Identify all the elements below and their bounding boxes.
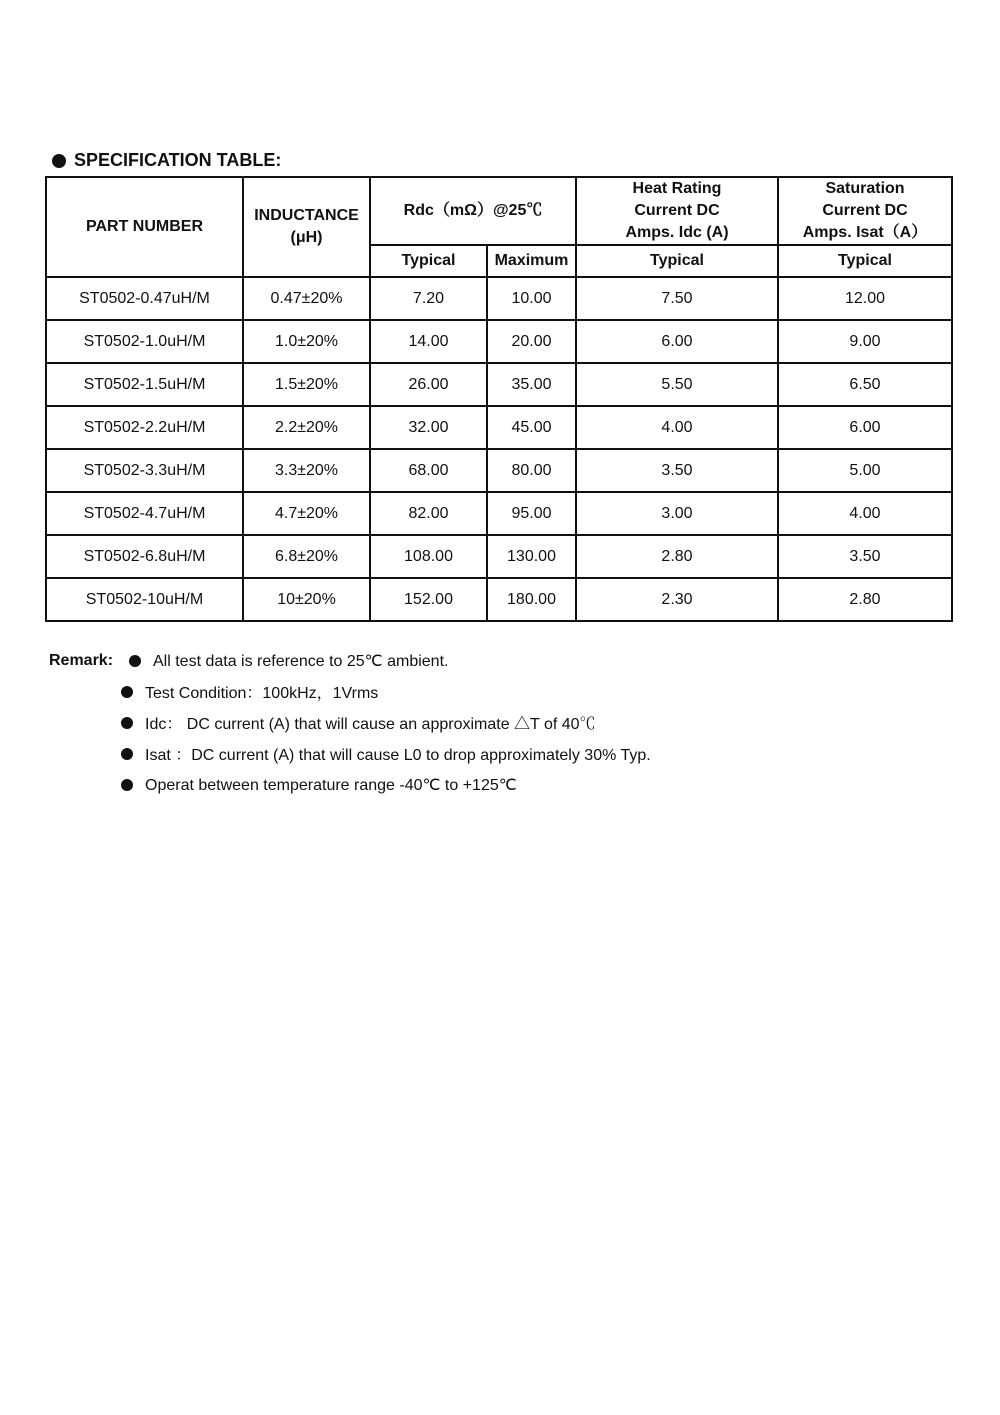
section-heading [52, 150, 281, 171]
cell-idc: 3.00 [576, 492, 778, 535]
header-sat-line2: Current DC [822, 202, 908, 219]
cell-rdc-typical: 32.00 [370, 406, 487, 449]
bullet-icon [129, 655, 141, 667]
cell-rdc-maximum: 80.00 [487, 449, 576, 492]
cell-rdc-maximum: 180.00 [487, 578, 576, 621]
header-heat-rating [576, 177, 778, 245]
cell-inductance: 10±20% [243, 578, 370, 621]
header-sat-line3: Amps. Isat（A） [802, 224, 928, 241]
header-sat-typical: Typical [778, 245, 952, 277]
cell-idc: 6.00 [576, 320, 778, 363]
cell-rdc-maximum: 10.00 [487, 277, 576, 320]
remark-item [121, 738, 651, 769]
cell-isat: 4.00 [778, 492, 952, 535]
header-part-number: PART NUMBER [46, 177, 243, 277]
cell-rdc-typical: 108.00 [370, 535, 487, 578]
header-rdc: Rdc（mΩ）@25℃ [370, 177, 576, 245]
header-inductance-line2: (μH) [290, 229, 323, 246]
table-row [46, 492, 952, 535]
cell-rdc-maximum: 45.00 [487, 406, 576, 449]
header-heat-line2: Current DC [634, 202, 720, 219]
cell-idc: 2.80 [576, 535, 778, 578]
table-row [46, 449, 952, 492]
table-row [46, 535, 952, 578]
cell-part-number: ST0502-2.2uH/M [46, 406, 243, 449]
cell-idc: 5.50 [576, 363, 778, 406]
table-row [46, 320, 952, 363]
header-heat-line3: Amps. Idc (A) [625, 224, 729, 241]
header-saturation [778, 177, 952, 245]
cell-part-number: ST0502-4.7uH/M [46, 492, 243, 535]
cell-rdc-maximum: 20.00 [487, 320, 576, 363]
cell-part-number: ST0502-10uH/M [46, 578, 243, 621]
cell-rdc-typical: 82.00 [370, 492, 487, 535]
cell-isat: 5.00 [778, 449, 952, 492]
cell-isat: 6.00 [778, 406, 952, 449]
cell-inductance: 2.2±20% [243, 406, 370, 449]
section-title: SPECIFICATION TABLE: [74, 150, 282, 170]
remark-text: Idc： DC current (A) that will cause an approximate △T of 40℃ [145, 716, 596, 733]
cell-idc: 2.30 [576, 578, 778, 621]
bullet-icon [52, 154, 66, 168]
cell-rdc-maximum: 95.00 [487, 492, 576, 535]
specification-table [45, 176, 953, 622]
remark-item [121, 769, 651, 800]
table-row [46, 277, 952, 320]
remark-label: Remark: [49, 651, 114, 669]
cell-part-number: ST0502-0.47uH/M [46, 277, 243, 320]
table-row [46, 406, 952, 449]
bullet-icon [121, 748, 133, 760]
remark-item [121, 707, 651, 738]
header-heat-line1: Heat Rating [632, 180, 722, 197]
remark-text: Operat between temperature range -40℃ to +125℃ [145, 776, 517, 794]
header-row [46, 177, 952, 245]
cell-isat: 6.50 [778, 363, 952, 406]
cell-rdc-typical: 14.00 [370, 320, 487, 363]
remarks [49, 645, 651, 800]
cell-rdc-maximum: 130.00 [487, 535, 576, 578]
cell-inductance: 1.0±20% [243, 320, 370, 363]
remark-text: All test data is reference to 25℃ ambient. [153, 652, 449, 670]
cell-inductance: 6.8±20% [243, 535, 370, 578]
cell-part-number: ST0502-6.8uH/M [46, 535, 243, 578]
cell-idc: 7.50 [576, 277, 778, 320]
cell-rdc-typical: 68.00 [370, 449, 487, 492]
cell-part-number: ST0502-1.5uH/M [46, 363, 243, 406]
cell-rdc-typical: 26.00 [370, 363, 487, 406]
remark-text: Test Condition：100kHz，1Vrms [145, 685, 379, 702]
bullet-icon [121, 717, 133, 729]
header-rdc-maximum: Maximum [487, 245, 576, 277]
cell-isat: 2.80 [778, 578, 952, 621]
bullet-icon [121, 686, 133, 698]
cell-inductance: 4.7±20% [243, 492, 370, 535]
remark-text: Isat ：DC current (A) that will cause L0 to drop approximately 30% Typ. [145, 747, 651, 764]
cell-inductance: 1.5±20% [243, 363, 370, 406]
header-heat-typical: Typical [576, 245, 778, 277]
remark-item [121, 676, 651, 707]
cell-rdc-typical: 152.00 [370, 578, 487, 621]
remark-item [49, 645, 651, 676]
cell-part-number: ST0502-1.0uH/M [46, 320, 243, 363]
cell-isat: 12.00 [778, 277, 952, 320]
cell-part-number: ST0502-3.3uH/M [46, 449, 243, 492]
cell-isat: 9.00 [778, 320, 952, 363]
table-row [46, 363, 952, 406]
header-rdc-typical: Typical [370, 245, 487, 277]
header-inductance [243, 177, 370, 277]
header-sat-line1: Saturation [825, 180, 905, 197]
cell-isat: 3.50 [778, 535, 952, 578]
header-inductance-line1: INDUCTANCE [254, 207, 359, 224]
cell-inductance: 0.47±20% [243, 277, 370, 320]
cell-rdc-typical: 7.20 [370, 277, 487, 320]
table-row [46, 578, 952, 621]
bullet-icon [121, 779, 133, 791]
cell-idc: 3.50 [576, 449, 778, 492]
cell-rdc-maximum: 35.00 [487, 363, 576, 406]
cell-inductance: 3.3±20% [243, 449, 370, 492]
cell-idc: 4.00 [576, 406, 778, 449]
